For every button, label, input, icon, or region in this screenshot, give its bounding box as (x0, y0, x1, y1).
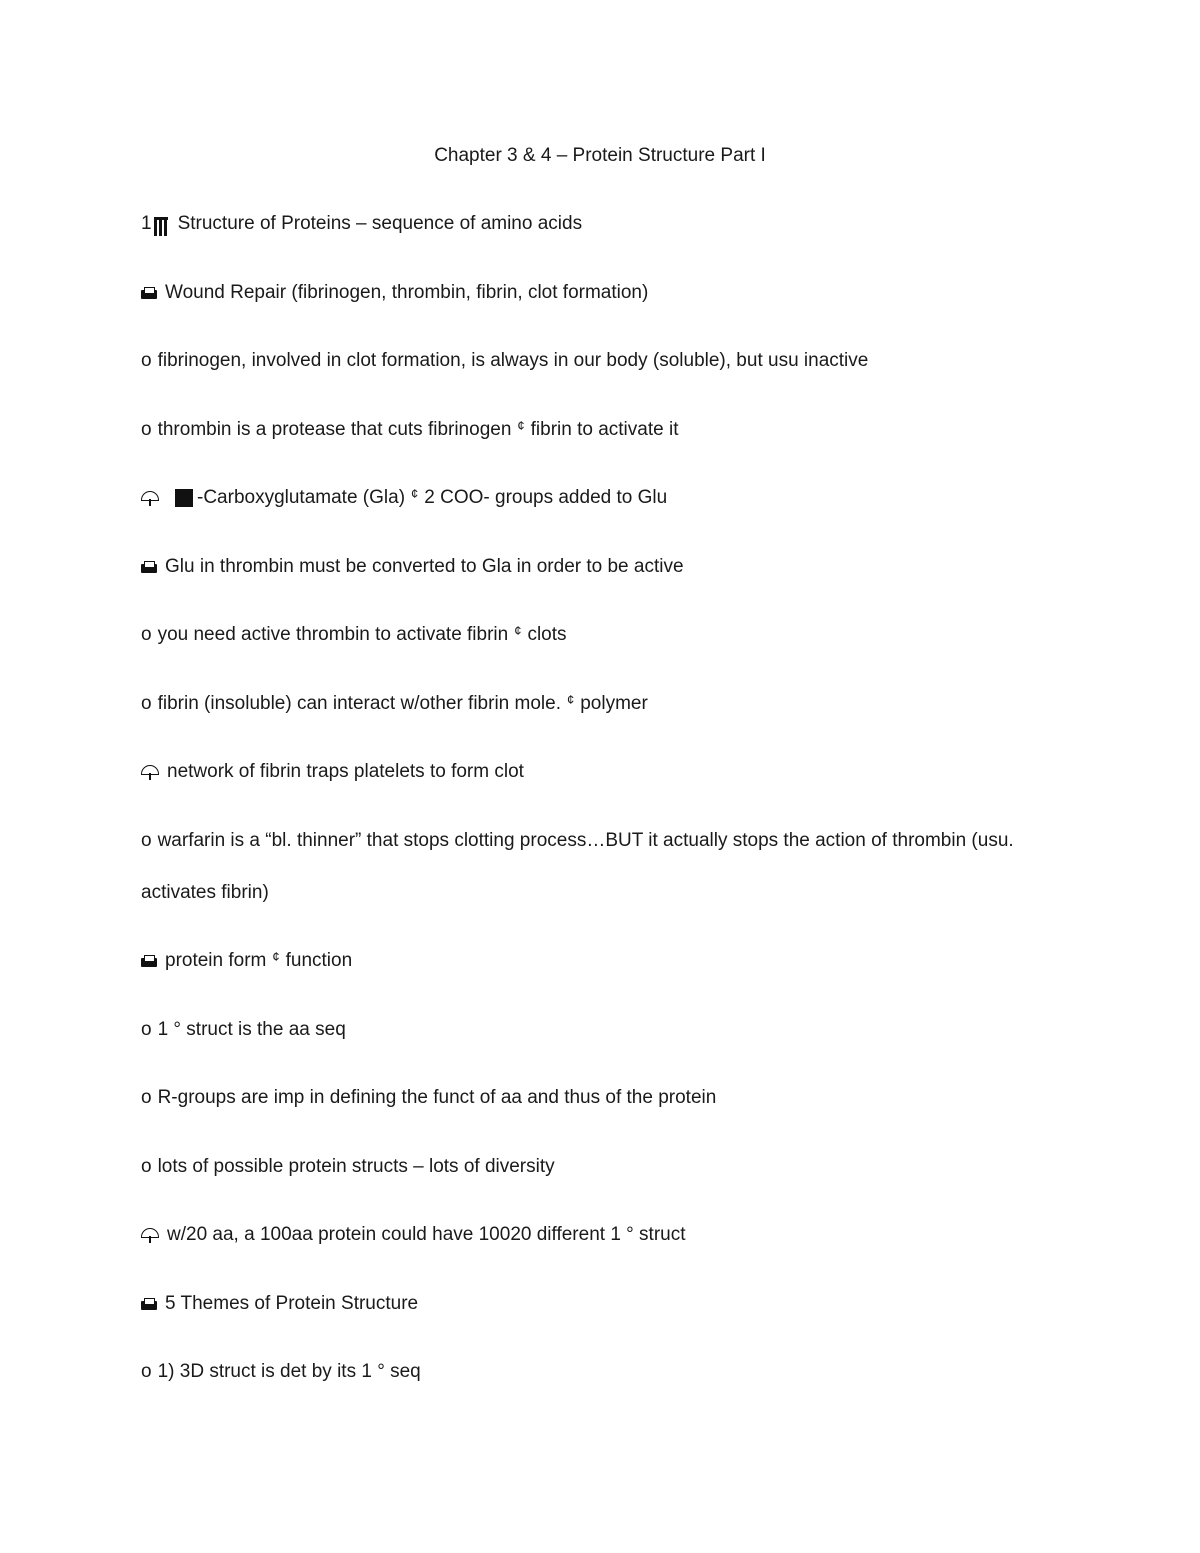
list-item (141, 1222, 686, 1248)
list-number: 1 (141, 213, 152, 234)
line-text: function (285, 950, 353, 971)
list-item (141, 622, 567, 648)
line-text: w/20 aa, a 100aa protein could have 10020 different 1 ° struct (167, 1224, 686, 1245)
line-text: lots of possible protein structs – lots of diversity (157, 1156, 555, 1177)
line-text: thrombin is a protease that cuts fibrinogen (157, 419, 512, 440)
arrow-icon: ¢ (566, 692, 575, 707)
umbrella-bullet-icon (141, 1227, 159, 1243)
line-text: -Carboxyglutamate (Gla) (197, 487, 406, 508)
line-text: network of fibrin traps platelets to form clot (167, 761, 524, 782)
folder-bullet-icon (141, 287, 157, 299)
bullet-o: o (141, 350, 152, 371)
bullet-o: o (141, 830, 152, 851)
line-text: fibrin (insoluble) can interact w/other fibrin mole. (157, 693, 561, 714)
list-item (141, 554, 684, 580)
list-item (141, 759, 524, 785)
list-item (141, 1359, 421, 1385)
bullet-o: o (141, 1361, 152, 1382)
arrow-icon: ¢ (517, 418, 525, 433)
line-text: Structure of Proteins – sequence of amino acids (177, 213, 583, 234)
bullet-o: o (141, 419, 152, 440)
line-text: polymer (580, 693, 648, 714)
list-item (141, 348, 868, 374)
page-title: Chapter 3 & 4 – Protein Structure Part I (434, 145, 766, 166)
bullet-o: o (141, 624, 152, 645)
line-text: fibrin to activate it (530, 419, 679, 440)
line-text: 5 Themes of Protein Structure (165, 1293, 419, 1314)
umbrella-bullet-icon (141, 490, 159, 506)
list-item (141, 691, 648, 717)
line-text: 2 COO- groups added to Glu (424, 487, 668, 508)
arrow-icon: ¢ (411, 486, 419, 501)
bullet-o: o (141, 693, 152, 714)
folder-bullet-icon (141, 955, 157, 967)
line-text: you need active thrombin to activate fibrin (157, 624, 509, 645)
list-item (141, 1017, 346, 1043)
list-item (141, 828, 1014, 854)
line-text: protein form (165, 950, 267, 971)
list-item (141, 1154, 555, 1180)
list-item (141, 485, 667, 511)
bullet-o: o (141, 1087, 152, 1108)
line-text: Wound Repair (fibrinogen, thrombin, fibrin, clot formation) (165, 282, 649, 303)
heading-line-structure (141, 211, 582, 237)
list-item (141, 1085, 716, 1111)
arrow-icon: ¢ (272, 949, 280, 964)
building-icon (152, 215, 170, 233)
line-text: R-groups are imp in defining the funct of aa and thus of the protein (157, 1087, 717, 1108)
list-item (141, 948, 352, 974)
list-item (141, 280, 648, 306)
line-text: 1) 3D struct is det by its 1 ° seq (157, 1361, 421, 1382)
line-text: fibrinogen, involved in clot formation, is always in our body (soluble), but usu inactive (157, 350, 869, 371)
missing-glyph-icon (175, 489, 193, 507)
line-text: 1 ° struct is the aa seq (157, 1019, 346, 1040)
umbrella-bullet-icon (141, 764, 159, 780)
list-item (141, 417, 678, 443)
line-text: clots (527, 624, 567, 645)
folder-bullet-icon (141, 561, 157, 573)
list-item-continuation (141, 880, 269, 906)
arrow-icon: ¢ (514, 623, 522, 638)
bullet-o: o (141, 1019, 152, 1040)
bullet-o: o (141, 1156, 152, 1177)
folder-bullet-icon (141, 1298, 157, 1310)
list-item (141, 1291, 418, 1317)
line-text: Glu in thrombin must be converted to Gla in order to be active (165, 556, 684, 577)
line-text: activates fibrin) (141, 882, 269, 903)
line-text: warfarin is a “bl. thinner” that stops clotting process…BUT it actually stops the action of thrombin (usu. (157, 830, 1014, 851)
